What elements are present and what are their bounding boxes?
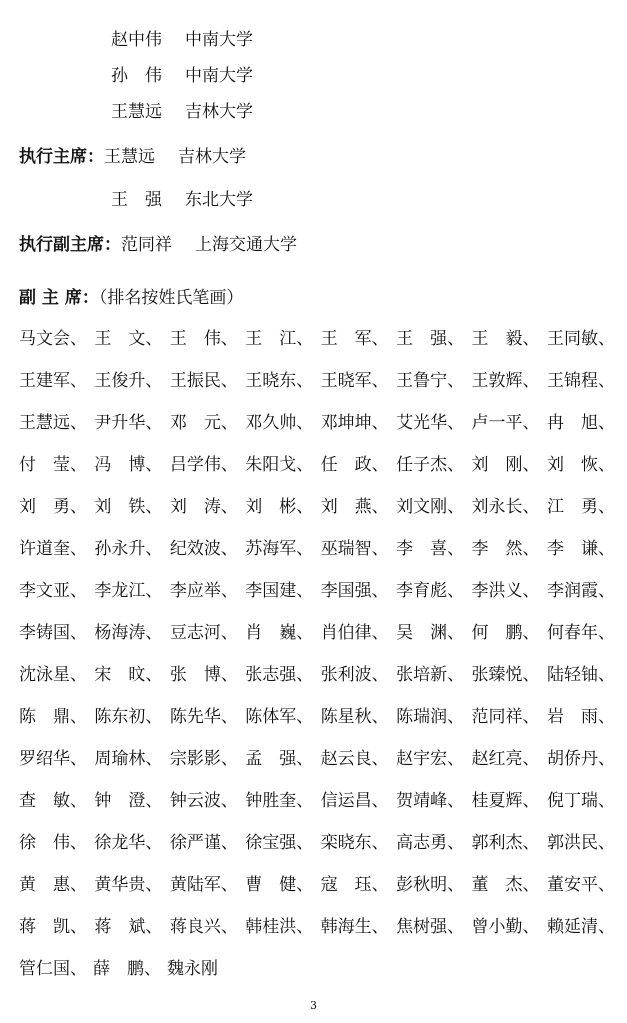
vice-chair-name: 信运昌、 <box>320 791 389 811</box>
vice-chair-name: 肖伯律、 <box>320 623 389 643</box>
member-name: 范同祥 <box>121 235 172 255</box>
vice-chair-name: 罗绍华、 <box>19 749 87 769</box>
vice-chair-name: 倪丁瑞、 <box>546 791 615 811</box>
vice-chair-name: 李洪义、 <box>471 581 540 601</box>
vice-chair-name: 钟 澄、 <box>94 791 163 811</box>
executive-chair-row <box>19 146 246 168</box>
vice-chair-name: 周瑜林、 <box>94 749 163 769</box>
vice-chair-name: 蒋 斌、 <box>94 917 163 937</box>
vice-chair-name: 陈 鼎、 <box>19 707 87 727</box>
vice-chair-name: 刘 铁、 <box>94 497 163 517</box>
name-row <box>19 748 615 790</box>
vice-chair-name: 王振民、 <box>169 371 238 391</box>
vice-chair-name: 王鲁宁、 <box>396 371 465 391</box>
vice-chair-name: 魏永刚 <box>167 959 218 979</box>
vice-chair-name: 张 博、 <box>169 665 238 685</box>
vice-chair-name: 张培新、 <box>396 665 465 685</box>
vice-chair-name: 卢一平、 <box>471 413 540 433</box>
vice-chair-name: 豆志河、 <box>169 623 238 643</box>
vice-chair-name: 赵宇宏、 <box>396 749 465 769</box>
vice-chair-name: 郭洪民、 <box>546 833 615 853</box>
vice-chair-name: 赖延清、 <box>546 917 615 937</box>
name-row <box>19 580 615 622</box>
member-university: 中南大学 <box>185 66 253 86</box>
vice-chair-name: 王 文、 <box>94 329 163 349</box>
vice-chair-name: 王 江、 <box>245 329 314 349</box>
vice-chair-name: 曹 健、 <box>245 875 314 895</box>
vice-chair-name: 王 军、 <box>320 329 389 349</box>
vice-chair-name: 张利波、 <box>320 665 389 685</box>
vice-chair-name: 邓久帅、 <box>245 413 314 433</box>
vice-chair-name: 焦树强、 <box>396 917 465 937</box>
vice-chair-name: 刘 彬、 <box>245 497 314 517</box>
vice-chair-name: 江 勇、 <box>546 497 615 517</box>
vice-chair-name: 刘文刚、 <box>396 497 465 517</box>
vice-chair-name: 李应举、 <box>169 581 238 601</box>
vice-chair-name: 王 毅、 <box>471 329 540 349</box>
member-row <box>111 65 253 87</box>
name-row <box>19 496 615 538</box>
vice-chair-name: 张臻悦、 <box>471 665 540 685</box>
vice-chair-name: 何 鹏、 <box>471 623 540 643</box>
name-row <box>19 916 615 958</box>
vice-chair-name: 付 莹、 <box>19 455 87 475</box>
vice-chair-name: 黄陆军、 <box>169 875 238 895</box>
member-name: 王 强 <box>111 190 162 210</box>
vice-chair-name: 郭利杰、 <box>471 833 540 853</box>
vice-chair-name: 曾小勤、 <box>471 917 540 937</box>
vice-chair-name: 贺靖峰、 <box>396 791 465 811</box>
vice-chair-label: 副 主 席： <box>19 288 99 308</box>
vice-chair-name: 邓 元、 <box>169 413 238 433</box>
member-university: 吉林大学 <box>185 102 253 122</box>
vice-chair-name: 任子杰、 <box>396 455 465 475</box>
vice-chair-name: 刘 恢、 <box>546 455 615 475</box>
vice-chair-name: 冉 旭、 <box>546 413 615 433</box>
ordering-note: （排名按姓氏笔画） <box>98 288 244 308</box>
vice-chair-name: 查 敏、 <box>19 791 87 811</box>
vice-chair-name: 杨海涛、 <box>94 623 163 643</box>
name-row <box>19 790 615 832</box>
vice-chair-name: 许道奎、 <box>19 539 87 559</box>
vice-chair-name: 桂夏辉、 <box>471 791 540 811</box>
name-row <box>19 706 615 748</box>
vice-chair-name: 徐 伟、 <box>19 833 87 853</box>
vice-chair-name: 范同祥、 <box>471 707 540 727</box>
vice-chair-name: 邓坤坤、 <box>320 413 389 433</box>
vice-chair-name: 王晓东、 <box>245 371 314 391</box>
vice-chair-name: 胡侨丹、 <box>546 749 615 769</box>
vice-chair-name: 李国建、 <box>245 581 314 601</box>
vice-chair-name: 李国强、 <box>320 581 389 601</box>
vice-chair-name: 王 强、 <box>396 329 465 349</box>
vice-chair-name: 张志强、 <box>245 665 314 685</box>
vice-chair-name: 高志勇、 <box>396 833 465 853</box>
member-name: 王慧远 <box>104 147 155 167</box>
vice-chair-name: 徐龙华、 <box>94 833 163 853</box>
vice-chair-name: 徐宝强、 <box>245 833 314 853</box>
vice-chair-name: 李 谦、 <box>546 539 615 559</box>
vice-chair-heading <box>19 287 243 309</box>
vice-chair-name: 刘 涛、 <box>169 497 238 517</box>
name-row <box>19 454 615 496</box>
vice-chair-name: 李 然、 <box>471 539 540 559</box>
executive-vice-chair-label: 执行副主席： <box>19 235 121 255</box>
vice-chair-name: 吴 渊、 <box>396 623 465 643</box>
vice-chair-name: 任 政、 <box>320 455 389 475</box>
vice-chair-name: 寇 珏、 <box>320 875 389 895</box>
vice-chair-name: 董 杰、 <box>471 875 540 895</box>
vice-chair-name: 蒋良兴、 <box>169 917 238 937</box>
name-row <box>19 538 615 580</box>
member-university: 东北大学 <box>185 190 253 210</box>
vice-chair-name: 孟 强、 <box>245 749 314 769</box>
vice-chair-name: 宗影影、 <box>169 749 238 769</box>
vice-chair-name: 吕学伟、 <box>169 455 238 475</box>
vice-chair-name: 管仁国、 <box>19 959 87 979</box>
vice-chair-name: 李润霞、 <box>546 581 615 601</box>
vice-chair-name: 陈东初、 <box>94 707 163 727</box>
name-row <box>19 832 615 874</box>
vice-chair-name: 陈先华、 <box>169 707 238 727</box>
vice-chair-name: 赵红亮、 <box>471 749 540 769</box>
vice-chair-name: 薛 鹏、 <box>93 959 161 979</box>
vice-chair-name: 纪效波、 <box>169 539 238 559</box>
vice-chair-name: 王锦程、 <box>546 371 615 391</box>
vice-chair-name: 赵云良、 <box>320 749 389 769</box>
vice-chair-name: 冯 博、 <box>94 455 163 475</box>
vice-chair-name: 徐严谨、 <box>169 833 238 853</box>
name-row <box>19 370 615 412</box>
vice-chair-name: 岩 雨、 <box>546 707 615 727</box>
vice-chair-name: 孙永升、 <box>94 539 163 559</box>
member-name: 王慧远 <box>111 102 162 122</box>
vice-chair-name: 董安平、 <box>546 875 615 895</box>
vice-chair-name: 艾光华、 <box>396 413 465 433</box>
vice-chair-name: 宋 旼、 <box>94 665 163 685</box>
vice-chair-name-list <box>19 328 615 1000</box>
vice-chair-name: 王敦辉、 <box>471 371 540 391</box>
vice-chair-name: 黄 惠、 <box>19 875 87 895</box>
name-row <box>19 328 615 370</box>
vice-chair-name: 尹升华、 <box>94 413 163 433</box>
vice-chair-name: 马文会、 <box>19 329 87 349</box>
vice-chair-name: 李龙江、 <box>94 581 163 601</box>
member-row <box>111 189 253 211</box>
vice-chair-name: 蒋 凯、 <box>19 917 87 937</box>
vice-chair-name: 王俊升、 <box>94 371 163 391</box>
vice-chair-name: 何春年、 <box>546 623 615 643</box>
vice-chair-name: 钟胜奎、 <box>245 791 314 811</box>
vice-chair-name: 彭秋明、 <box>396 875 465 895</box>
vice-chair-name: 刘 燕、 <box>320 497 389 517</box>
vice-chair-name: 陈体军、 <box>245 707 314 727</box>
vice-chair-name: 刘 刚、 <box>471 455 540 475</box>
member-row <box>111 101 253 123</box>
vice-chair-name: 沈泳星、 <box>19 665 87 685</box>
member-name: 孙 伟 <box>111 66 162 86</box>
executive-vice-chair-row <box>19 234 297 256</box>
vice-chair-name: 巫瑞智、 <box>320 539 389 559</box>
member-name: 赵中伟 <box>111 30 162 50</box>
vice-chair-name: 王 伟、 <box>169 329 238 349</box>
page-number: 3 <box>310 999 317 1012</box>
member-row <box>111 29 253 51</box>
member-university: 中南大学 <box>185 30 253 50</box>
vice-chair-name: 韩桂洪、 <box>245 917 314 937</box>
vice-chair-name: 黄华贵、 <box>94 875 163 895</box>
vice-chair-name: 刘 勇、 <box>19 497 87 517</box>
vice-chair-name: 韩海生、 <box>320 917 389 937</box>
vice-chair-name: 李育彪、 <box>396 581 465 601</box>
vice-chair-name: 陈瑞润、 <box>396 707 465 727</box>
vice-chair-name: 苏海军、 <box>245 539 314 559</box>
vice-chair-name: 李铸国、 <box>19 623 87 643</box>
member-university: 上海交通大学 <box>195 235 297 255</box>
executive-chair-label: 执行主席： <box>19 147 104 167</box>
name-row <box>19 622 615 664</box>
vice-chair-name: 王同敏、 <box>546 329 615 349</box>
name-row <box>19 412 615 454</box>
vice-chair-name: 陈星秋、 <box>320 707 389 727</box>
member-university: 吉林大学 <box>178 147 246 167</box>
name-row <box>19 664 615 706</box>
vice-chair-name: 王建军、 <box>19 371 87 391</box>
vice-chair-name: 钟云波、 <box>169 791 238 811</box>
vice-chair-name: 王慧远、 <box>19 413 87 433</box>
vice-chair-name: 刘永长、 <box>471 497 540 517</box>
name-row <box>19 874 615 916</box>
vice-chair-name: 李文亚、 <box>19 581 87 601</box>
vice-chair-name: 肖 巍、 <box>245 623 314 643</box>
vice-chair-name: 陆轻铀、 <box>546 665 615 685</box>
vice-chair-name: 栾晓东、 <box>320 833 389 853</box>
vice-chair-name: 李 喜、 <box>396 539 465 559</box>
vice-chair-name: 王晓军、 <box>320 371 389 391</box>
name-row <box>19 958 615 1000</box>
vice-chair-name: 朱阳戈、 <box>245 455 314 475</box>
